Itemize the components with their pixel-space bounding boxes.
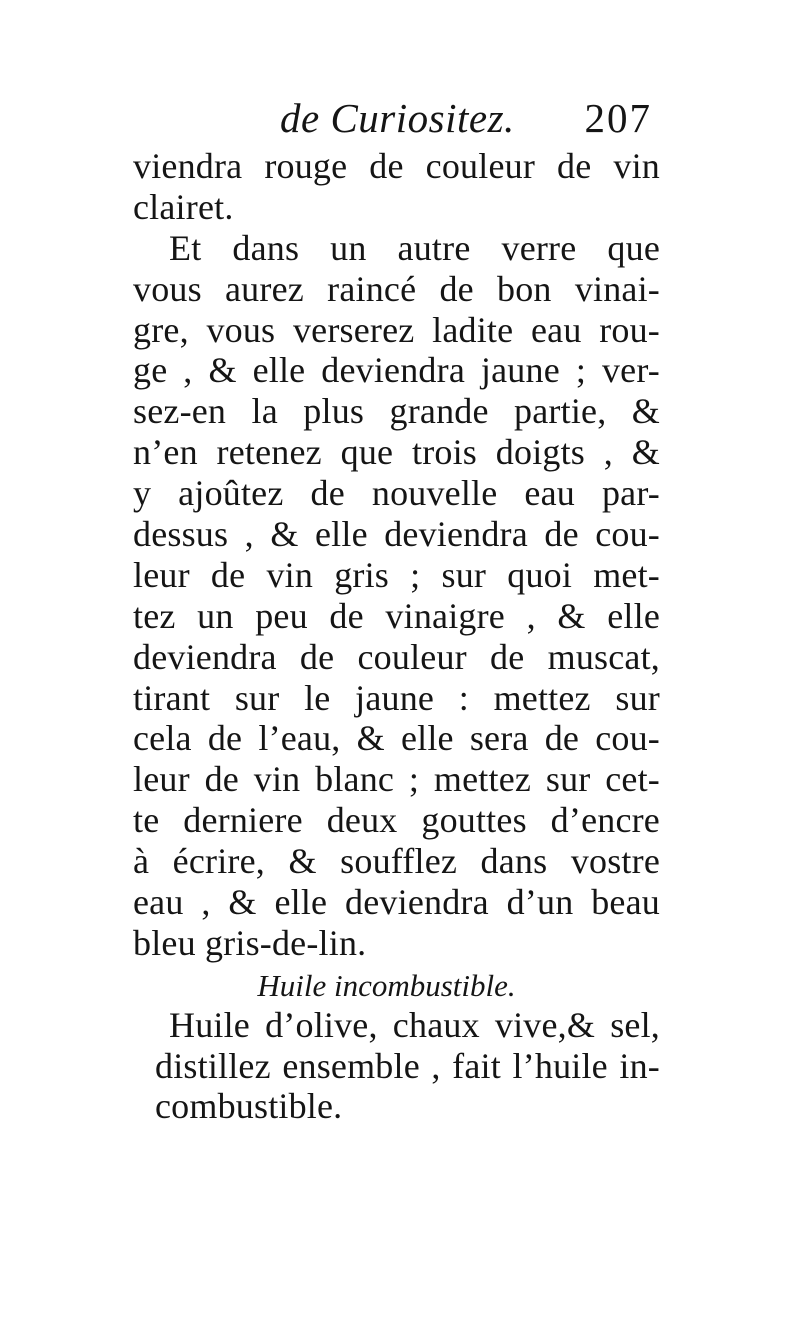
paragraph-incombustible-oil [133,1005,660,1128]
text-line: vous aurez raincé de bon vinai- [133,268,660,309]
text-line: y ajoûtez de nouvelle eau par- [133,473,660,514]
text-line: clairet. [133,186,234,227]
text-line: ge , & elle deviendra jaune ; ver- [133,350,660,391]
text-line: bleu gris-de-lin. [133,922,367,963]
text-block [133,146,660,1127]
text-line: Et dans un autre verre que [169,227,660,268]
text-line: combustible. [155,1086,343,1127]
text-line: à écrire, & soufflez dans vostre [133,841,660,882]
text-line: sez-en la plus grande partie, & [133,391,660,432]
text-line: eau , & elle deviendra d’un beau [133,882,660,923]
section-heading: Huile incombustible. [257,967,516,1003]
text-line: leur de vin blanc ; mettez sur cet- [133,759,660,800]
running-head [280,88,652,148]
text-line: te derniere deux gouttes d’encre [133,800,660,841]
paragraph-color-changes [133,228,660,964]
text-line: n’en retenez que trois doigts , & [133,432,660,473]
text-line: cela de l’eau, & elle sera de cou- [133,718,660,759]
text-line: tirant sur le jaune : mettez sur [133,677,660,718]
running-title: de Curiositez. [280,95,515,141]
page-number: 207 [584,95,652,141]
text-line: gre, vous verserez ladite eau rou- [133,309,660,350]
text-line: dessus , & elle deviendra de cou- [133,514,660,555]
text-line: viendra rouge de couleur de vin [133,146,660,186]
text-line: leur de vin gris ; sur quoi met- [133,554,660,595]
paragraph-continued [133,146,660,228]
text-line: deviendra de couleur de muscat, [133,636,660,677]
text-line: tez un peu de vinaigre , & elle [133,595,660,636]
text-line: distillez ensemble , fait l’huile in- [155,1045,660,1086]
text-line: Huile d’olive, chaux vive,& sel, [169,1004,660,1045]
